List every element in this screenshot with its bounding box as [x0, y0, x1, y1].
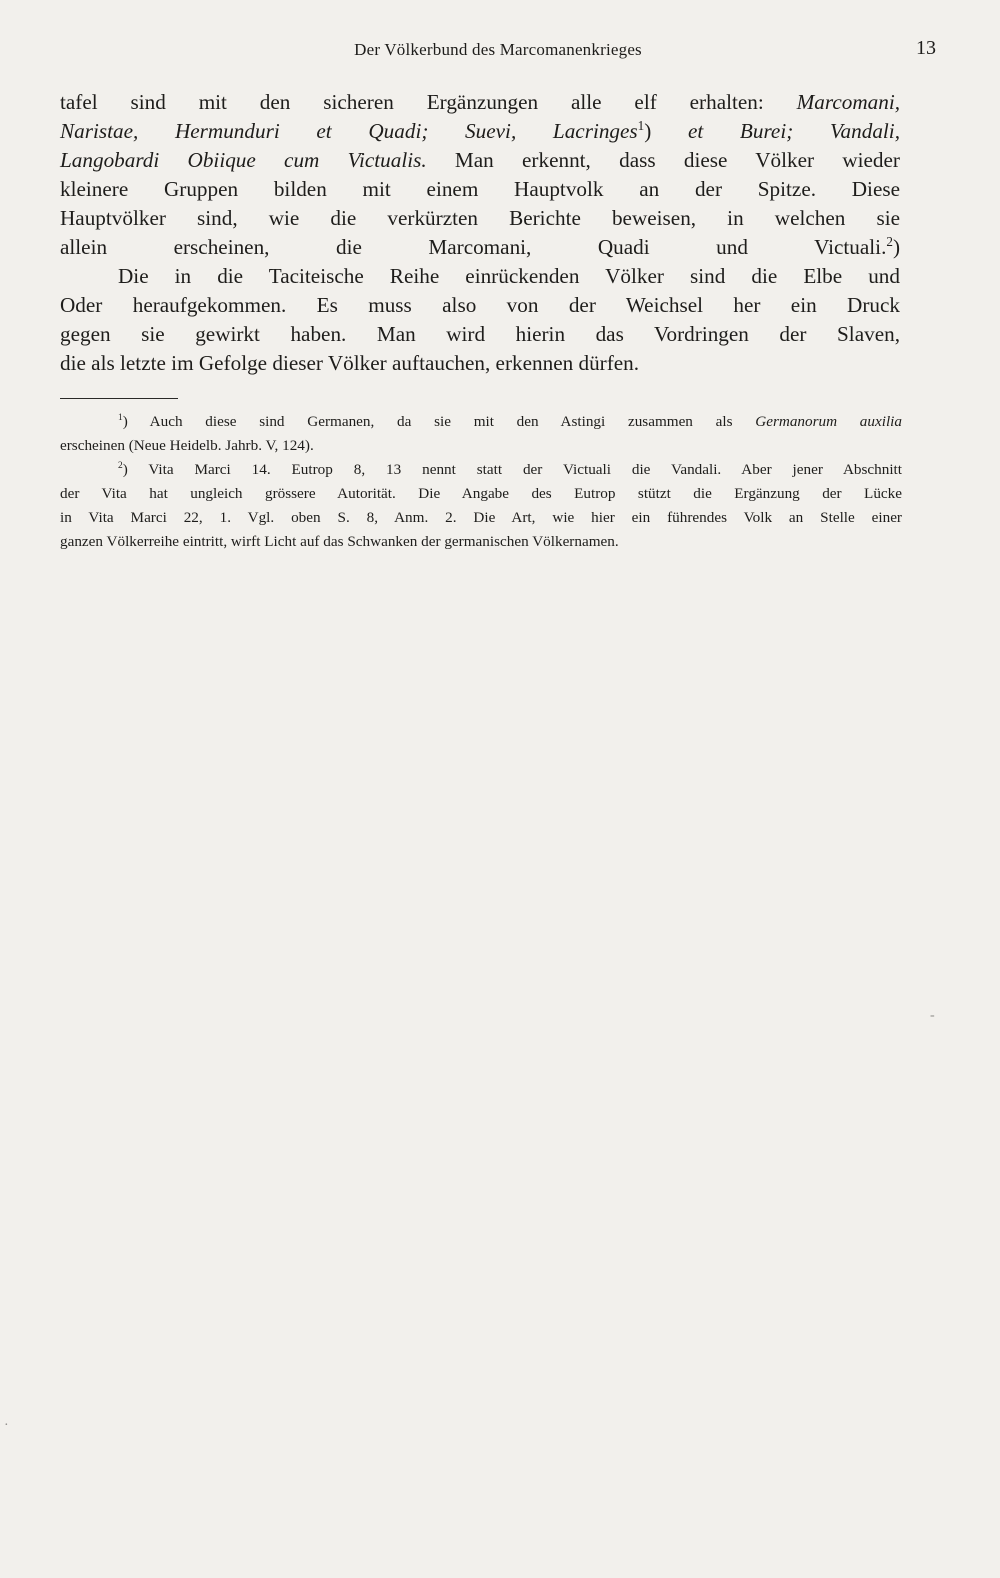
line-text: tafel sind mit den sicheren Ergänzungen alle elf erhalten: [60, 90, 797, 114]
line-text: erscheinen (Neue Heidelb. Jahrb. V, 124). [60, 437, 314, 454]
italic-text: Marcomani, [796, 90, 900, 114]
text-line [60, 320, 900, 349]
text-line [60, 204, 900, 233]
italic-text: Germanorum auxilia [755, 413, 902, 430]
text-line [60, 291, 900, 320]
line-text: Man erkennt, dass diese Völker wieder [426, 148, 900, 172]
line-text: Oder heraufgekommen. Es muss also von der Weichsel her ein Druck [60, 293, 900, 317]
footnotes [60, 410, 902, 554]
footnote-line [60, 530, 902, 554]
line-text: gegen sie gewirkt haben. Man wird hierin das Vordringen der Slaven, [60, 322, 900, 346]
line-text: Die in die Taciteische Reihe einrückenden Völker sind die Elbe und [118, 264, 900, 288]
text-line [60, 233, 900, 262]
running-header [60, 37, 936, 66]
footnote-line [60, 434, 902, 458]
footnote-line [60, 458, 902, 482]
footnote-marker: 1 [118, 412, 123, 423]
line-text: die als letzte im Gefolge dieser Völker auftauchen, erkennen dürfen. [60, 351, 640, 375]
italic-text: et Burei; Vandali, [687, 119, 900, 143]
text-line [60, 175, 900, 204]
text-line [60, 262, 900, 291]
footnote-separator [60, 398, 178, 399]
line-text: ) Auch diese sind Germanen, da sie mit den Astingi zusammen als [122, 413, 756, 430]
line-text: Hauptvölker sind, wie die verkürzten Berichte beweisen, in welchen sie [60, 206, 900, 230]
text-line [60, 88, 900, 117]
footnote-line [60, 410, 902, 434]
running-title: Der Völkerbund des Marcomanenkrieges [354, 40, 642, 59]
line-text: ) Vita Marci 14. Eutrop 8, 13 nennt statt der Victuali die Vandali. Aber jener Abschnitt [122, 461, 902, 478]
footnote-line [60, 482, 902, 506]
line-text: allein erscheinen, die Marcomani, Quadi und Victuali. [60, 235, 887, 259]
text-line [60, 146, 900, 175]
line-text: der Vita hat ungleich grössere Autorität. Die Angabe des Eutrop stützt die Ergänzung der Lücke [60, 485, 902, 502]
footnote-marker: 1 [637, 117, 645, 133]
line-text: ) [892, 235, 900, 259]
line-text: ) [644, 119, 688, 143]
italic-text: Langobardi Obiique cum Victualis. [60, 148, 427, 172]
text-line [60, 349, 900, 378]
footnote-marker: 2 [886, 233, 893, 249]
line-text: ganzen Völkerreihe eintritt, wirft Licht auf das Schwanken der germanischen Völkernamen. [60, 533, 619, 550]
margin-mark: - [930, 1008, 935, 1023]
line-text: kleinere Gruppen bilden mit einem Hauptvolk an der Spitze. Diese [60, 177, 900, 201]
margin-mark: · [4, 1418, 9, 1433]
page-number: 13 [916, 37, 936, 59]
footnote-marker: 2 [118, 460, 123, 471]
italic-text: Naristae, Hermunduri et Quadi; Suevi, Lacringes [60, 119, 638, 143]
line-text: in Vita Marci 22, 1. Vgl. oben S. 8, Anm. 2. Die Art, wie hier ein führendes Volk an Stelle einer [60, 509, 902, 526]
body-text [60, 88, 900, 378]
text-line [60, 117, 900, 146]
footnote-line [60, 506, 902, 530]
show-through-text [60, 560, 900, 792]
